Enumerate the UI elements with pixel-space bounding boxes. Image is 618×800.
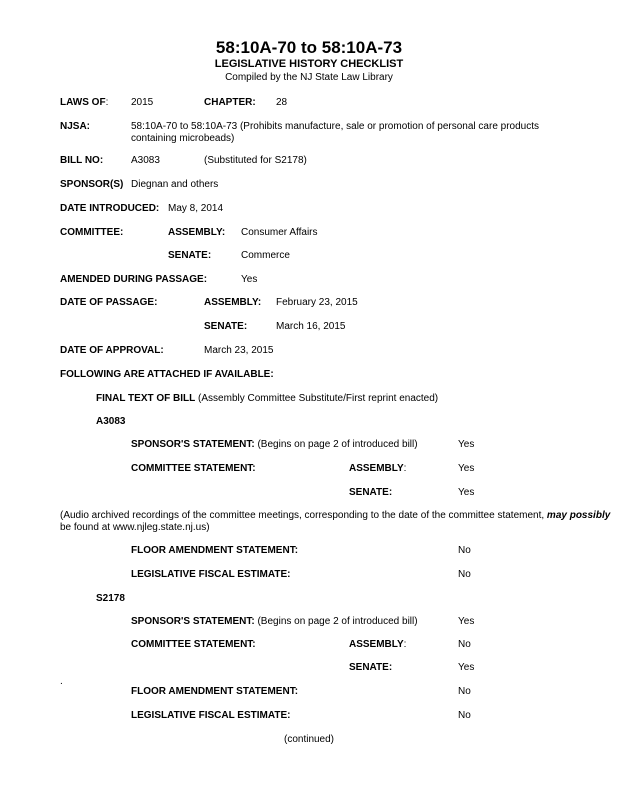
bill-no-note: (Substituted for S2178) bbox=[204, 155, 307, 166]
s2178-committee-statement-label: COMMITTEE STATEMENT: bbox=[131, 639, 256, 650]
a3083-sponsor-statement: SPONSOR'S STATEMENT: (Begins on page 2 of introduced bill) bbox=[131, 439, 418, 450]
s2178-heading: S2178 bbox=[96, 593, 125, 604]
continued-note: (continued) bbox=[283, 734, 335, 745]
passage-senate-value: March 16, 2015 bbox=[276, 321, 346, 332]
s2178-floor-label: FLOOR AMENDMENT STATEMENT: bbox=[131, 686, 299, 697]
a3083-floor-value: No bbox=[458, 545, 471, 556]
laws-of-value: 2015 bbox=[131, 97, 154, 108]
njsa-label: NJSA: bbox=[60, 121, 91, 132]
a3083-senate-value: Yes bbox=[458, 487, 475, 498]
passage-assembly-label: ASSEMBLY: bbox=[204, 297, 262, 308]
a3083-fiscal-value: No bbox=[458, 569, 471, 580]
date-of-passage-label: DATE OF PASSAGE: bbox=[60, 297, 158, 308]
sponsor-value: Diegnan and others bbox=[131, 179, 219, 190]
s2178-fiscal-value: No bbox=[458, 710, 471, 721]
compiled-by: Compiled by the NJ State Law Library bbox=[225, 72, 393, 83]
s2178-fiscal-label: LEGISLATIVE FISCAL ESTIMATE: bbox=[131, 710, 291, 721]
laws-of-label: LAWS OF: bbox=[60, 97, 109, 108]
s2178-assembly-value: No bbox=[458, 639, 471, 650]
document-subtitle: LEGISLATIVE HISTORY CHECKLIST bbox=[214, 58, 404, 70]
sponsor-label: SPONSOR(S) bbox=[60, 179, 124, 190]
committee-senate-label: SENATE: bbox=[168, 250, 212, 261]
date-introduced-value: May 8, 2014 bbox=[168, 203, 224, 214]
amended-label: AMENDED DURING PASSAGE: bbox=[60, 274, 208, 285]
date-introduced-label: DATE INTRODUCED: bbox=[60, 203, 160, 214]
s2178-senate-value: Yes bbox=[458, 662, 475, 673]
a3083-sponsor-statement-value: Yes bbox=[458, 439, 475, 450]
passage-assembly-value: February 23, 2015 bbox=[276, 297, 358, 308]
bill-no-value: A3083 bbox=[131, 155, 160, 166]
a3083-fiscal-label: LEGISLATIVE FISCAL ESTIMATE: bbox=[131, 569, 291, 580]
following-heading: FOLLOWING ARE ATTACHED IF AVAILABLE: bbox=[60, 369, 274, 380]
committee-label: COMMITTEE: bbox=[60, 227, 124, 238]
audio-note-line-1: (Audio archived recordings of the committee meetings, corresponding to the date of the committee statement, may possibly bbox=[60, 510, 611, 521]
committee-senate-value: Commerce bbox=[241, 250, 290, 261]
a3083-heading: A3083 bbox=[96, 416, 126, 427]
a3083-assembly-value: Yes bbox=[458, 463, 475, 474]
njsa-value: 58:10A-70 to 58:10A-73 (Prohibits manufacture, sale or promotion of personal care products containing microbeads) bbox=[131, 121, 540, 144]
amended-value: Yes bbox=[241, 274, 258, 285]
audio-note-line-2: be found at www.njleg.state.nj.us) bbox=[60, 522, 210, 533]
s2178-floor-value: No bbox=[458, 686, 471, 697]
final-text-line: FINAL TEXT OF BILL (Assembly Committee Substitute/First reprint enacted) bbox=[96, 393, 439, 404]
committee-assembly-value: Consumer Affairs bbox=[241, 227, 318, 238]
stray-mark: . bbox=[60, 676, 63, 687]
s2178-sponsor-statement: SPONSOR'S STATEMENT: (Begins on page 2 of introduced bill) bbox=[131, 616, 418, 627]
s2178-assembly-label: ASSEMBLY: bbox=[349, 639, 407, 650]
passage-senate-label: SENATE: bbox=[204, 321, 248, 332]
chapter-label: CHAPTER: bbox=[204, 97, 256, 108]
committee-assembly-label: ASSEMBLY: bbox=[168, 227, 226, 238]
chapter-value: 28 bbox=[276, 97, 288, 108]
bill-no-label: BILL NO: bbox=[60, 155, 104, 166]
s2178-senate-label: SENATE: bbox=[349, 662, 393, 673]
a3083-committee-statement-label: COMMITTEE STATEMENT: bbox=[131, 463, 256, 474]
a3083-senate-label: SENATE: bbox=[349, 487, 393, 498]
document-title: 58:10A-70 to 58:10A-73 bbox=[215, 38, 403, 57]
date-of-approval-value: March 23, 2015 bbox=[204, 345, 274, 356]
s2178-sponsor-statement-value: Yes bbox=[458, 616, 475, 627]
a3083-assembly-label: ASSEMBLY: bbox=[349, 463, 407, 474]
date-of-approval-label: DATE OF APPROVAL: bbox=[60, 345, 164, 356]
a3083-floor-label: FLOOR AMENDMENT STATEMENT: bbox=[131, 545, 299, 556]
